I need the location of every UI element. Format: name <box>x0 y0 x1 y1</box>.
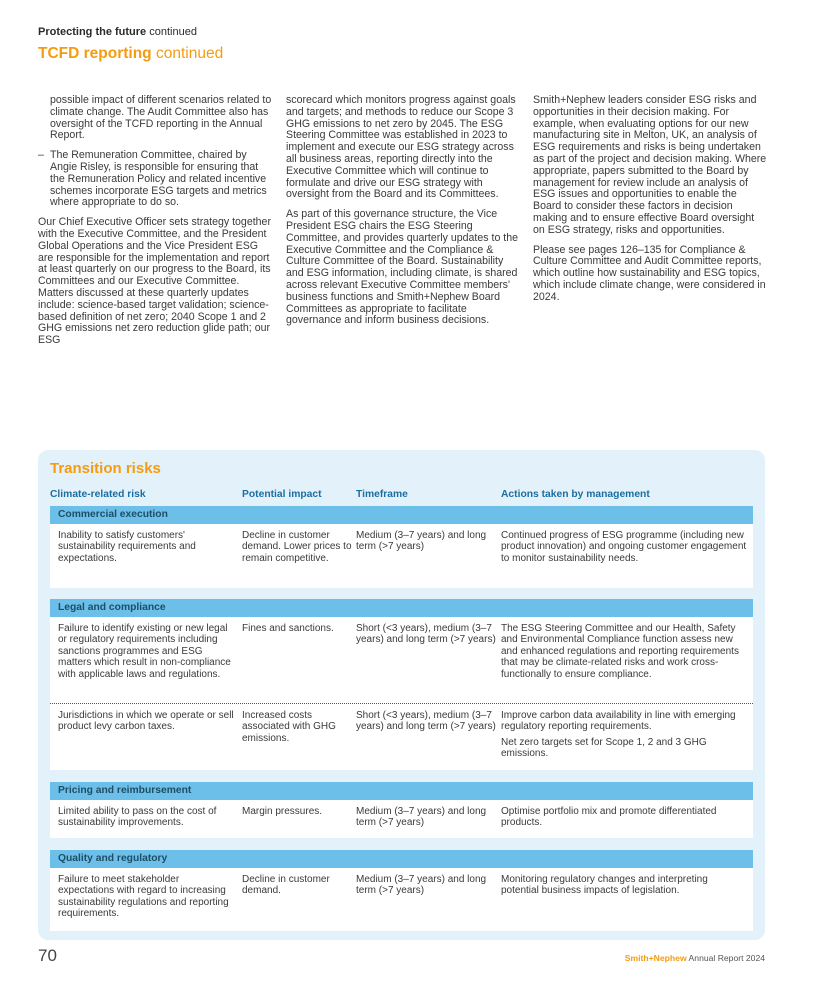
risk-cell: Limited ability to pass on the cost of sustainability improvements. <box>58 806 217 829</box>
action-text: Continued progress of ESG programme (including new product innovation) and ongoing customer engagement to monitor sustainability needs. <box>501 530 747 564</box>
text-column-3 <box>533 95 767 312</box>
text-column-1 <box>38 95 273 355</box>
paragraph: Smith+Nephew leaders consider ESG risks and opportunities in their decision making. For example, when evaluating options for our new manufacturing site in Melton, UK, an analysis of ESG requirements and risks is being undertaken as part of the project and decision making. Where appropriate, papers submitted to the Board by management for review include an analysis of ESG issues and opportunities to enable the Board to consider these factors in decision making and to ensure effective Board oversight on ESG strategy, risks and opportunities. <box>533 94 767 236</box>
actions-cell <box>501 710 747 764</box>
actions-cell <box>501 874 747 901</box>
timeframe-cell: Medium (3–7 years) and long term (>7 years) <box>356 530 487 553</box>
impact-cell: Decline in customer demand. <box>242 874 330 897</box>
section-header-quality: Quality and regulatory <box>50 850 753 868</box>
brand-name: Smith+Nephew <box>624 953 687 963</box>
bullet-paragraph: – The Remuneration Committee, chaired by Angie Risley, is responsible for ensuring that the Remuneration Policy and related incentive schemes incorporate ESG targets and metrics where appropriate to do so. <box>38 150 273 209</box>
section-header <box>38 26 197 38</box>
actions-cell <box>501 530 747 568</box>
section-suffix: continued <box>146 26 197 38</box>
action-text: The ESG Steering Committee and our Health, Safety and Environmental Compliance function assess new and enhanced regulations and reporting requirements that may be climate-related risks and work cross-functionally to ensure compliance. <box>501 623 739 680</box>
panel-title: Transition risks <box>50 460 161 477</box>
column-header-actions: Actions taken by management <box>501 489 650 500</box>
action-text: Improve carbon data availability in line with emerging regulatory reporting requirements. <box>501 710 736 733</box>
timeframe-cell: Short (<3 years), medium (3–7 years) and long term (>7 years) <box>356 623 496 646</box>
risk-cell: Inability to satisfy customers' sustainability requirements and expectations. <box>58 530 196 564</box>
impact-cell: Decline in customer demand. Lower prices to remain competitive. <box>242 530 352 564</box>
timeframe-cell: Short (<3 years), medium (3–7 years) and long term (>7 years) <box>356 710 496 733</box>
impact-cell: Margin pressures. <box>242 806 323 817</box>
impact-cell: Increased costs associated with GHG emissions. <box>242 710 336 744</box>
page-number: 70 <box>38 946 57 965</box>
paragraph: possible impact of different scenarios related to climate change. The Audit Committee also has oversight of the TCFD reporting in the Annual Report. <box>50 94 272 142</box>
paragraph: Please see pages 126–135 for Compliance & Culture Committee and Audit Committee reports, which outline how sustainability and ESG topics, which include climate change, were considered in 2024. <box>533 243 766 303</box>
column-header-timeframe: Timeframe <box>356 489 408 500</box>
page-title-main: TCFD reporting <box>38 45 152 62</box>
transition-risks-panel <box>38 450 765 940</box>
report-name: Annual Report 2024 <box>686 953 765 963</box>
action-text: Monitoring regulatory changes and interpreting potential business impacts of legislation. <box>501 874 708 897</box>
section-header-commercial: Commercial execution <box>50 506 753 524</box>
actions-cell <box>501 623 747 684</box>
action-text: Net zero targets set for Scope 1, 2 and 3 GHG emissions. <box>501 736 707 760</box>
risk-cell: Jurisdictions in which we operate or sell product levy carbon taxes. <box>58 710 234 733</box>
table-row <box>50 800 753 838</box>
paragraph: As part of this governance structure, the Vice President ESG chairs the ESG Steering Committee, and provides quarterly updates to the Executive Committee and the Compliance & Culture Committee of the Board. Sustainability and ESG information, including climate, is shared across relevant Executive Committee members' business functions and Smith+Nephew Board Committees as appropriate to facilitate governance and inform business decisions. <box>286 208 519 327</box>
page-title <box>38 45 223 63</box>
timeframe-cell: Medium (3–7 years) and long term (>7 years) <box>356 806 487 829</box>
section-header-legal: Legal and compliance <box>50 599 753 617</box>
table-row-group <box>50 617 753 770</box>
timeframe-cell: Medium (3–7 years) and long term (>7 years) <box>356 874 487 897</box>
footer-report-label <box>625 953 765 963</box>
paragraph: Our Chief Executive Officer sets strategy together with the Executive Committee, and the President Global Operations and the Vice President ESG are responsible for the implementation and report at least quarterly on our progress to the Board, its Committees and our Executive Committee. Matters discussed at these quarterly updates include: science-based target validation; science-based definition of net zero; 2040 Scope 1 and 2 GHG emissions net zero reduction glide path; our ESG <box>38 216 271 347</box>
section-name: Protecting the future <box>38 26 147 38</box>
action-text: Optimise portfolio mix and promote differentiated products. <box>501 806 717 829</box>
risk-cell: Failure to meet stakeholder expectations with regard to increasing sustainability regulations and reporting requirements. <box>58 874 229 920</box>
table-row <box>50 524 753 588</box>
page-title-suffix: continued <box>151 45 224 62</box>
column-header-impact: Potential impact <box>242 489 322 500</box>
paragraph: scorecard which monitors progress against goals and targets; and methods to reduce our Scope 3 GHG emissions to net zero by 2045. The ESG Steering Committee was established in 2023 to implement and execute our ESG strategy across all business areas, reporting directly into the Executive Committee which will continue to formulate and drive our ESG strategy with oversight from the Board and its Committees. <box>286 94 516 201</box>
row-divider <box>50 703 753 704</box>
impact-cell: Fines and sanctions. <box>242 623 334 634</box>
risk-cell: Failure to identify existing or new legal or regulatory requirements including sanctions programmes and ESG matters which result in non-compliance with applicable laws and regulations. <box>58 623 231 680</box>
text-column-2 <box>286 95 520 335</box>
table-row <box>50 868 753 931</box>
section-header-pricing: Pricing and reimbursement <box>50 782 753 800</box>
actions-cell <box>501 806 747 833</box>
column-header-risk: Climate-related risk <box>50 489 146 500</box>
